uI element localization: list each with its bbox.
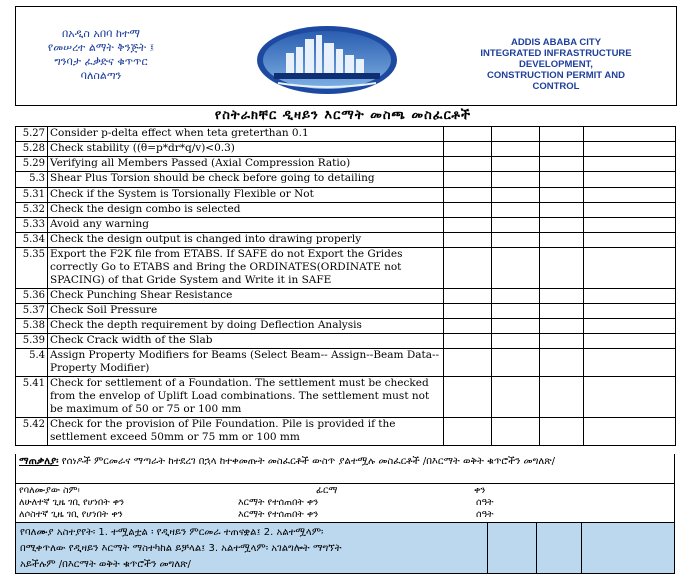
check-cell[interactable] — [540, 188, 584, 202]
item-number: 5.28 — [16, 142, 48, 156]
english-org-line: INTEGRATED INFRASTRUCTURE — [480, 48, 632, 59]
check-cell[interactable] — [540, 218, 584, 232]
check-cell[interactable] — [584, 319, 676, 333]
check-cell[interactable] — [492, 203, 540, 217]
check-cell[interactable] — [584, 334, 676, 348]
item-criterion: Check stability ((θ=p*dr*q/v)<0.3) — [48, 142, 444, 156]
second-round-correction-date: እርማት የተሰጠበት ቀን — [238, 497, 319, 508]
item-criterion: Export the F2K file from ETABS. If SAFE do not Export the Grides correctly Go to ETABS and Bring the ORDINATES(ORDINATE not SPACING) of that Gride System and Write it in SAFE — [48, 248, 444, 288]
check-cell[interactable] — [584, 233, 676, 247]
item-criterion: Check the design combo is selected — [48, 203, 444, 217]
check-cell[interactable] — [444, 157, 492, 171]
check-cell[interactable] — [444, 233, 492, 247]
item-number: 5.3 — [16, 172, 48, 187]
check-cell[interactable] — [444, 377, 492, 417]
item-criterion: Shear Plus Torsion should be check before going to detailing — [48, 172, 444, 187]
check-cell[interactable] — [492, 172, 540, 187]
check-cell[interactable] — [492, 188, 540, 202]
summary-label: ማጠቃለያ፡ — [19, 456, 59, 467]
check-cell[interactable] — [584, 203, 676, 217]
opinion-checkboxes — [487, 523, 674, 573]
check-cell[interactable] — [444, 334, 492, 348]
opinion-box[interactable] — [581, 523, 674, 573]
city-emblem-logo — [256, 25, 398, 95]
check-cell[interactable] — [444, 203, 492, 217]
check-cell[interactable] — [444, 319, 492, 333]
checklist-row — [16, 248, 676, 289]
check-cell[interactable] — [540, 334, 584, 348]
check-cell[interactable] — [492, 377, 540, 417]
third-round-time: ሰዓት — [476, 509, 494, 520]
check-cell[interactable] — [444, 289, 492, 303]
checklist-row — [16, 304, 676, 319]
check-cell[interactable] — [444, 127, 492, 141]
item-criterion: Check for settlement of a Foundation. The settlement must be checked from the envelop of Uplift Load combinations. The settlement must not be maximum of 50 or 75 or 100 mm — [48, 377, 444, 417]
opinion-line: አይችሉም /በእርማት ወቅት ቁጥሮችን መግለጽ/ — [20, 559, 191, 570]
checklist-row — [16, 377, 676, 418]
item-criterion: Check Soil Pressure — [48, 304, 444, 318]
item-number: 5.34 — [16, 233, 48, 247]
opinion-line: የባለሙያ አስተያየት፡ 1. ተሟልቷል ፡ የዲዛይን ምርመራ ተጠናቋል፤ 2. አልተሟላም፡ — [20, 527, 324, 538]
item-criterion: Avoid any warning — [48, 218, 444, 232]
check-cell[interactable] — [584, 127, 676, 141]
check-cell[interactable] — [584, 377, 676, 417]
item-number: 5.4 — [16, 349, 48, 376]
check-cell[interactable] — [540, 142, 584, 156]
check-cell[interactable] — [492, 233, 540, 247]
opinion-box[interactable] — [536, 523, 581, 573]
check-cell[interactable] — [584, 218, 676, 232]
check-cell[interactable] — [444, 248, 492, 288]
third-round-label: ለሶስተኛ ጊዜ ገቢ የሆነበት ቀን — [19, 509, 123, 520]
checklist-row — [16, 334, 676, 349]
english-org-line: CONSTRUCTION PERMIT AND — [487, 70, 625, 81]
checklist-row — [16, 203, 676, 218]
item-number: 5.32 — [16, 203, 48, 217]
check-cell[interactable] — [540, 172, 584, 187]
checklist-row — [16, 233, 676, 248]
check-cell[interactable] — [492, 349, 540, 376]
checklist-row — [16, 319, 676, 334]
date-label: ቀን — [474, 485, 486, 496]
second-round-time: ሰዓት — [476, 497, 494, 508]
checklist-sheet — [9, 6, 677, 574]
checklist-row — [16, 142, 676, 157]
amharic-org-line: የመሠረተ ልማት ቅንጅት ፤ — [47, 41, 155, 54]
check-cell[interactable] — [444, 418, 492, 445]
check-cell[interactable] — [584, 418, 676, 445]
item-criterion: Consider p-delta effect when teta greterthan 0.1 — [48, 127, 444, 141]
check-cell[interactable] — [540, 377, 584, 417]
summary-note — [15, 454, 675, 484]
check-cell[interactable] — [492, 319, 540, 333]
check-cell[interactable] — [540, 418, 584, 445]
checklist-row — [16, 188, 676, 203]
item-number: 5.35 — [16, 248, 48, 288]
check-cell[interactable] — [584, 248, 676, 288]
item-number: 5.39 — [16, 334, 48, 348]
checklist-row — [16, 172, 676, 188]
amharic-org-line: ግንባታ ፈቃድና ቁጥጥር — [54, 55, 148, 68]
check-cell[interactable] — [584, 172, 676, 187]
check-cell[interactable] — [540, 349, 584, 376]
expert-opinion-box — [15, 522, 675, 574]
check-cell[interactable] — [444, 172, 492, 187]
item-criterion: Check Punching Shear Resistance — [48, 289, 444, 303]
amharic-organization-name — [26, 27, 176, 83]
signature-label: ፊርማ — [316, 485, 338, 496]
english-org-line: ADDIS ABABA CITY — [510, 37, 602, 48]
summary-text: የሰነዶች ምርመራና ማጣራት ከተደረገ በኋላ ከተቀመጡት መስፈርቶች ውስጥ ያልተሟሉ መስፈርቶች /በእርማት ወቅት ቁጥሮችን መግለጽ/ — [61, 456, 555, 467]
item-number: 5.36 — [16, 289, 48, 303]
document-header — [15, 6, 677, 106]
expert-opinion-text — [20, 525, 500, 573]
item-criterion: Assign Property Modifiers for Beams (Select Beam-- Assign--Beam Data--Property Modifier) — [48, 349, 444, 376]
check-cell[interactable] — [540, 304, 584, 318]
item-number: 5.37 — [16, 304, 48, 318]
item-criterion: Check for the provision of Pile Foundation. Pile is provided if the settlement exceed 50mm or 75 mm or 100 mm — [48, 418, 444, 445]
item-criterion: Check the depth requirement by doing Deflection Analysis — [48, 319, 444, 333]
document-title: የስትራክቸር ዲዛይን እርማት መስጫ መስፈርቶች — [214, 108, 472, 123]
check-cell[interactable] — [540, 203, 584, 217]
checklist-row — [16, 127, 676, 142]
checklist-row — [16, 418, 676, 446]
item-number: 5.27 — [16, 127, 48, 141]
english-organization-name — [471, 37, 641, 92]
english-org-line: CONTROL — [532, 81, 580, 92]
checklist-row — [16, 218, 676, 233]
check-cell[interactable] — [492, 248, 540, 288]
item-criterion: Verifying all Members Passed (Axial Compression Ratio) — [48, 157, 444, 171]
check-cell[interactable] — [584, 349, 676, 376]
check-cell[interactable] — [540, 233, 584, 247]
amharic-org-line: በአዲስ አበባ ከተማ — [61, 27, 141, 40]
check-cell[interactable] — [492, 142, 540, 156]
item-number: 5.31 — [16, 188, 48, 202]
check-cell[interactable] — [584, 188, 676, 202]
check-cell[interactable] — [444, 188, 492, 202]
item-number: 5.29 — [16, 157, 48, 171]
check-cell[interactable] — [540, 248, 584, 288]
check-cell[interactable] — [584, 142, 676, 156]
reviewer-name-label: የባለሙያው ስም፡ — [19, 485, 80, 496]
opinion-line: በሚቀጥለው የዲዛይን እርማት ማስተካከል ይቻላል፤ 3. አልተሟላም፡ አገልግሎት ማግኘት — [20, 543, 342, 554]
check-cell[interactable] — [492, 218, 540, 232]
item-criterion: Check the design output is changed into drawing properly — [48, 233, 444, 247]
amharic-org-line: ባለስልጣን — [80, 69, 122, 82]
item-criterion: Check if the System is Torsionally Flexible or Not — [48, 188, 444, 202]
english-org-line: DEVELOPMENT, — [519, 59, 593, 70]
check-cell[interactable] — [444, 349, 492, 376]
check-cell[interactable] — [492, 289, 540, 303]
check-cell[interactable] — [444, 304, 492, 318]
checklist-row — [16, 157, 676, 172]
check-cell[interactable] — [540, 127, 584, 141]
third-round-correction-date: እርማት የተሰጠበት ቀን — [238, 509, 319, 520]
check-cell[interactable] — [584, 157, 676, 171]
check-cell[interactable] — [540, 289, 584, 303]
check-cell[interactable] — [492, 418, 540, 445]
item-number: 5.33 — [16, 218, 48, 232]
item-number: 5.41 — [16, 377, 48, 417]
item-number: 5.38 — [16, 319, 48, 333]
signature-block — [15, 484, 675, 522]
check-cell[interactable] — [444, 218, 492, 232]
check-cell[interactable] — [492, 157, 540, 171]
checklist-row — [16, 349, 676, 377]
check-cell[interactable] — [492, 334, 540, 348]
checklist-table — [15, 126, 676, 446]
check-cell[interactable] — [540, 319, 584, 333]
check-cell[interactable] — [584, 304, 676, 318]
check-cell[interactable] — [584, 289, 676, 303]
check-cell[interactable] — [492, 304, 540, 318]
item-criterion: Check Crack width of the Slab — [48, 334, 444, 348]
check-cell[interactable] — [492, 127, 540, 141]
item-number: 5.42 — [16, 418, 48, 445]
checklist-row — [16, 289, 676, 304]
opinion-box[interactable] — [487, 523, 536, 573]
check-cell[interactable] — [444, 142, 492, 156]
second-round-label: ለሁለተኛ ጊዜ ገቢ የሆነበት ቀን — [19, 497, 125, 508]
check-cell[interactable] — [540, 157, 584, 171]
